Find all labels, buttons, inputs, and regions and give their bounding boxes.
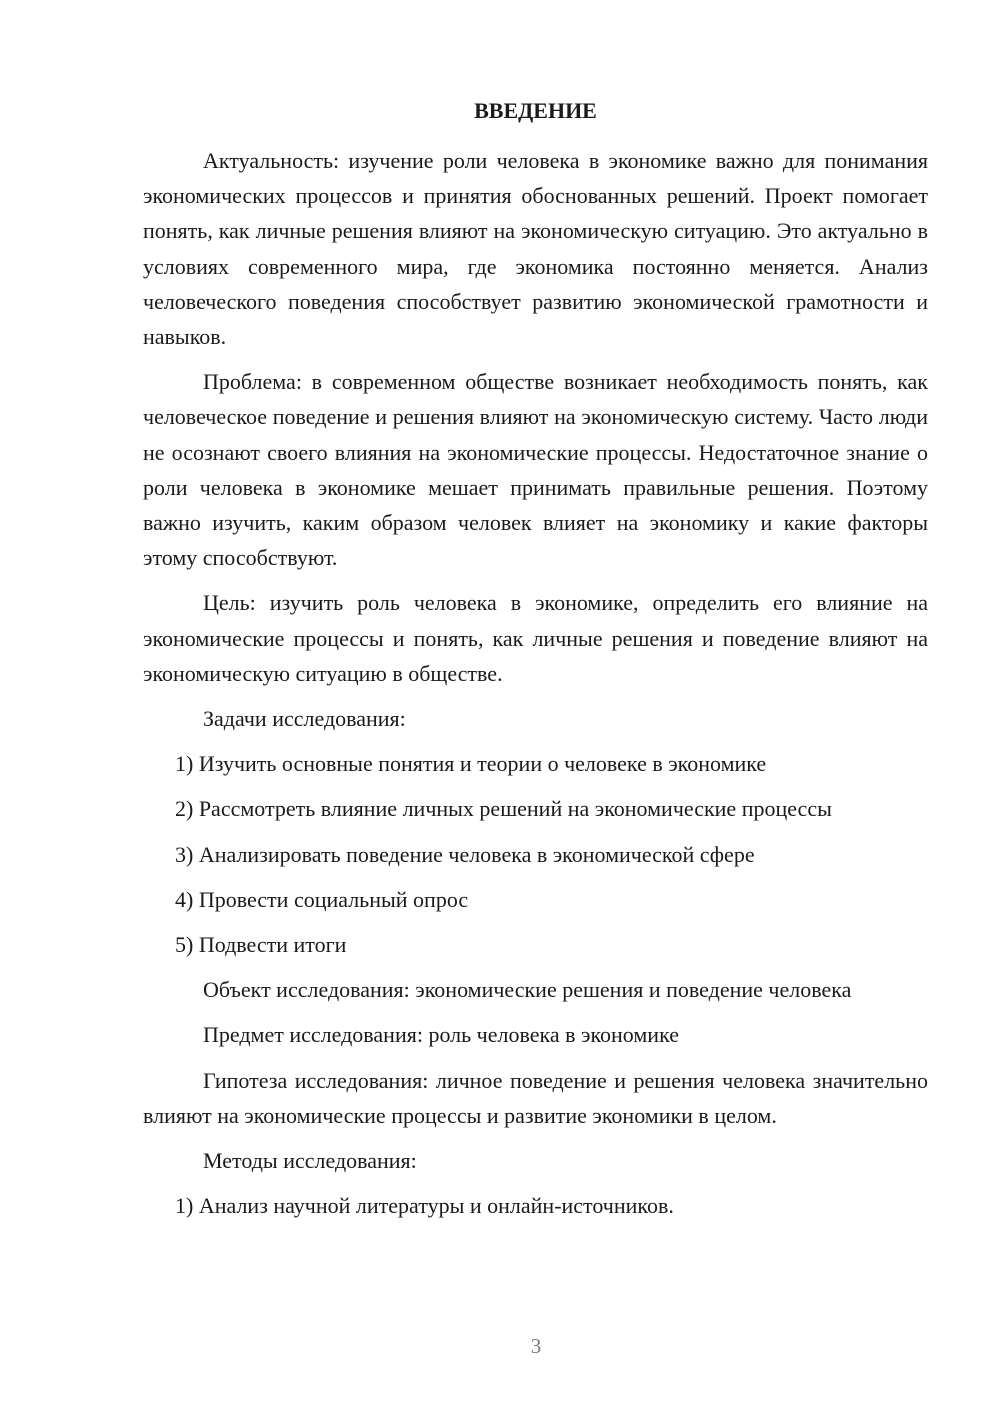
goal-paragraph: Цель: изучить роль человека в экономике, определить его влияние на экономические процессы и понять, как личные решения и поведение влияют на экономическую ситуацию в обществе. — [143, 590, 928, 686]
task-item: 2) Рассмотреть влияние личных решений на экономические процессы — [175, 796, 832, 822]
methods-list — [143, 1188, 928, 1223]
methods-heading: Методы исследования: — [203, 1148, 417, 1174]
subject-paragraph: Предмет исследования: роль человека в экономике — [203, 1022, 679, 1048]
task-item: 4) Провести социальный опрос — [175, 886, 469, 912]
tasks-heading: Задачи исследования: — [203, 706, 406, 732]
task-item: 5) Подвести итоги — [175, 932, 347, 958]
document-body — [143, 143, 928, 1233]
object-paragraph: Объект исследования: экономические решения и поведение человека — [203, 977, 852, 1003]
hypothesis-paragraph: Гипотеза исследования: личное поведение и решения человека значительно влияют на экономические процессы и развитие экономики в целом. — [143, 1067, 928, 1128]
tasks-list — [143, 746, 928, 962]
relevance-paragraph: Актуальность: изучение роли человека в экономике важно для понимания экономических процессов и принятия обоснованных решений. Проект помогает понять, как личные решения влияют на экономическую ситуацию. Это актуально в условиях современного мира, где экономика постоянно меняется. Анализ человеческого поведения способствует развитию экономической грамотности и навыков. — [143, 148, 928, 350]
method-item: 1) Анализ научной литературы и онлайн-источников. — [175, 1193, 674, 1219]
document-title: ВВЕДЕНИЕ — [474, 98, 597, 123]
problem-paragraph: Проблема: в современном обществе возникает необходимость понять, как человеческое поведение и решения влияют на экономическую систему. Часто люди не осознают своего влияния на экономические процессы. Недостаточное знание о роли человека в экономике мешает принимать правильные решения. Поэтому важно изучить, каким образом человек влияет на экономику и какие факторы этому способствуют. — [143, 369, 928, 571]
page-number: 3 — [530, 1334, 542, 1358]
task-item: 3) Анализировать поведение человека в экономической сфере — [175, 841, 755, 867]
task-item: 1) Изучить основные понятия и теории о человеке в экономике — [175, 751, 767, 777]
